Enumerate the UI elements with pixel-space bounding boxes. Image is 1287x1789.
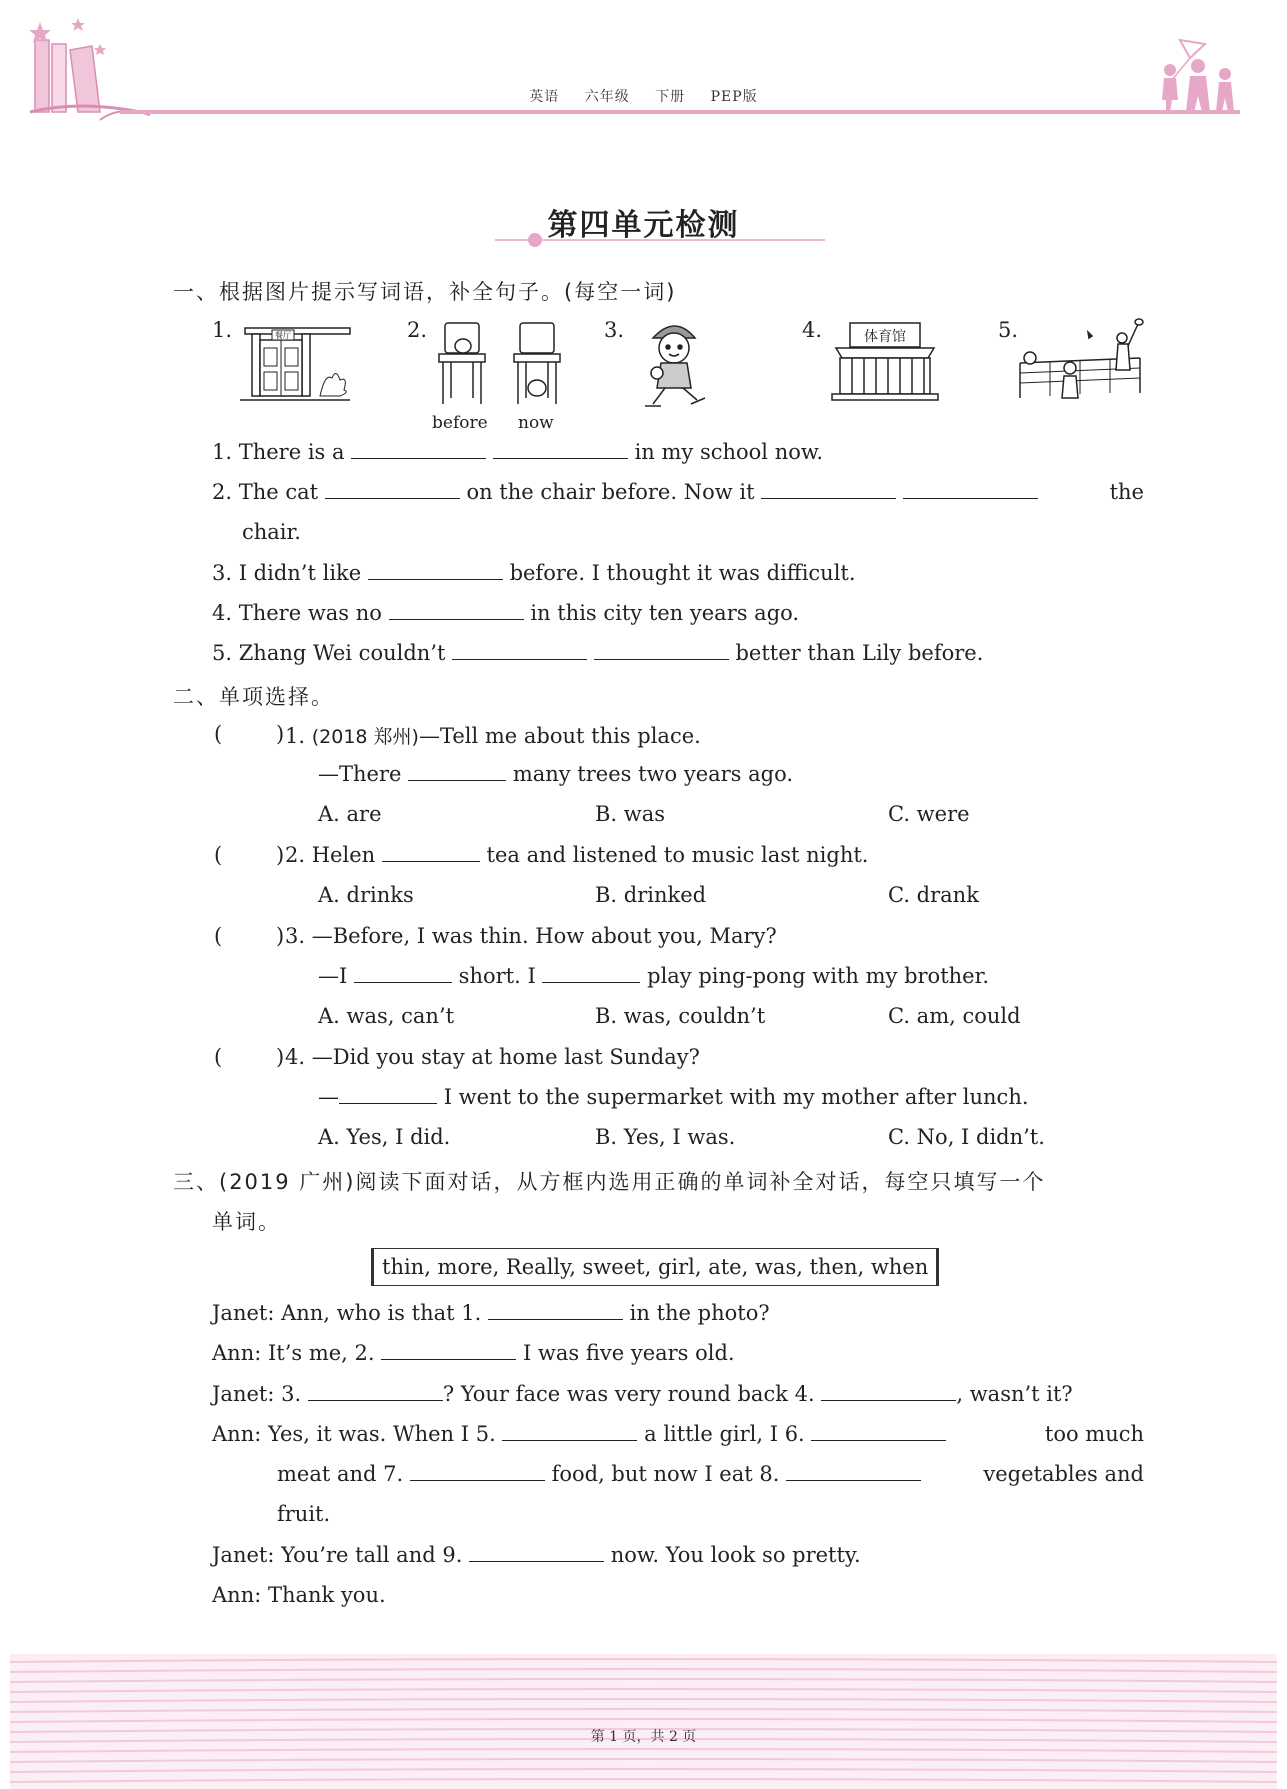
dialog-line-1 bbox=[212, 1301, 770, 1325]
dialog-3-b: ? Your face was very round back 4. bbox=[442, 1382, 815, 1406]
s1-item-4-text-b: in this city ten years ago. bbox=[530, 601, 800, 625]
answer-blank[interactable] bbox=[339, 1085, 437, 1104]
section1-heading: 一、根据图片提示写词语，补全句子。(每空一词) bbox=[173, 280, 677, 304]
answer-blank[interactable] bbox=[821, 1382, 956, 1401]
answer-blank[interactable] bbox=[786, 1462, 921, 1481]
q4-line2-a: — bbox=[318, 1085, 339, 1109]
dialog-2-a: Ann: It’s me, 2. bbox=[212, 1341, 375, 1365]
s1-item-3 bbox=[212, 561, 856, 585]
answer-paren-close: ) bbox=[276, 722, 285, 746]
q4-option-c[interactable]: C. No, I didn’t. bbox=[888, 1125, 1045, 1149]
header-subject: 英语 bbox=[529, 89, 560, 105]
dialog-line-5 bbox=[277, 1462, 1144, 1486]
skating-kid-picture bbox=[635, 318, 715, 413]
q1-option-b[interactable]: B. was bbox=[595, 802, 666, 826]
answer-blank[interactable] bbox=[903, 480, 1038, 499]
section3-heading-line2: 单词。 bbox=[212, 1210, 281, 1234]
answer-blank[interactable] bbox=[410, 1462, 545, 1481]
answer-paren-close: ) bbox=[276, 843, 285, 867]
dining-hall-picture bbox=[240, 318, 355, 408]
answer-blank[interactable] bbox=[488, 1301, 623, 1320]
answer-blank[interactable] bbox=[469, 1543, 604, 1562]
answer-blank[interactable] bbox=[389, 601, 524, 620]
dialog-5-a: meat and 7. bbox=[277, 1462, 404, 1486]
s1-item-5-text-b: better than Lily before. bbox=[735, 641, 984, 665]
answer-paren-blank[interactable] bbox=[213, 722, 258, 748]
q3-number: 3. bbox=[285, 924, 306, 948]
title-underline bbox=[495, 232, 825, 248]
s1-item-2-text-a: 2. The cat bbox=[212, 480, 319, 504]
answer-blank[interactable] bbox=[308, 1382, 443, 1401]
answer-paren-blank[interactable] bbox=[213, 924, 258, 950]
dialog-1-b: in the photo? bbox=[629, 1301, 770, 1325]
dialog-2-b: I was five years old. bbox=[522, 1341, 735, 1365]
badminton-picture bbox=[1010, 318, 1150, 413]
answer-blank[interactable] bbox=[811, 1422, 946, 1441]
dialog-7-a: Janet: You’re tall and 9. bbox=[212, 1543, 463, 1567]
q3-line2-c: play ping-pong with my brother. bbox=[647, 964, 990, 988]
answer-blank[interactable] bbox=[325, 480, 460, 499]
q3-line2-a: —I bbox=[318, 964, 348, 988]
answer-blank[interactable] bbox=[368, 561, 503, 580]
s1-item-2-text-b: on the chair before. Now it bbox=[466, 480, 755, 504]
dialog-3-c: , wasn’t it? bbox=[956, 1382, 1073, 1406]
answer-blank[interactable] bbox=[542, 964, 640, 983]
word-box bbox=[371, 1248, 939, 1286]
dialog-line-6: fruit. bbox=[277, 1502, 331, 1526]
dialog-line-7 bbox=[212, 1543, 861, 1567]
q2-number: 2. bbox=[285, 843, 306, 867]
s1-item-5 bbox=[212, 641, 983, 665]
pic2-before-label: before bbox=[432, 413, 488, 433]
answer-blank[interactable] bbox=[452, 641, 587, 660]
section2-heading: 二、单项选择。 bbox=[173, 685, 334, 709]
dialog-7-b: now. You look so pretty. bbox=[610, 1543, 861, 1567]
q4-option-b[interactable]: B. Yes, I was. bbox=[595, 1125, 736, 1149]
page-title: 第四单元检测 bbox=[547, 208, 740, 243]
s1-item-2-text-c: the bbox=[1109, 480, 1144, 504]
gym-sign: 体育馆 bbox=[864, 329, 906, 345]
q2-option-c[interactable]: C. drank bbox=[888, 883, 979, 907]
q1-stem bbox=[285, 722, 701, 749]
q3-line2-b: short. I bbox=[458, 964, 536, 988]
q3-line2 bbox=[318, 964, 989, 988]
s1-item-3-text-a: 3. I didn’t like bbox=[212, 561, 362, 585]
answer-blank[interactable] bbox=[761, 480, 896, 499]
dialog-line-4 bbox=[212, 1422, 1144, 1446]
q1-number: 1. bbox=[285, 724, 306, 748]
answer-blank[interactable] bbox=[493, 440, 628, 459]
answer-paren-open: ( bbox=[214, 1045, 223, 1069]
q3-option-a[interactable]: A. was, can’t bbox=[318, 1004, 455, 1028]
q1-line2-a: —There bbox=[318, 762, 402, 786]
answer-paren-blank[interactable] bbox=[213, 843, 258, 869]
q1-option-a[interactable]: A. are bbox=[318, 802, 382, 826]
s1-item-4-text-a: 4. There was no bbox=[212, 601, 382, 625]
q4-line2 bbox=[318, 1085, 1029, 1109]
s1-item-5-text-a: 5. Zhang Wei couldn’t bbox=[212, 641, 446, 665]
dining-hall-sign: 餐厅 bbox=[275, 331, 291, 340]
q3-option-b[interactable]: B. was, couldn’t bbox=[595, 1004, 766, 1028]
chairs-picture bbox=[425, 318, 575, 408]
answer-blank[interactable] bbox=[382, 843, 480, 862]
dialog-5-b: food, but now I eat 8. bbox=[551, 1462, 780, 1486]
answer-blank[interactable] bbox=[381, 1341, 516, 1360]
pic-number-3: 3. bbox=[604, 318, 625, 342]
q2-stem bbox=[285, 843, 868, 867]
q2-stem-a: Helen bbox=[311, 843, 376, 867]
answer-paren-open: ( bbox=[214, 924, 223, 948]
header-term: 下册 bbox=[655, 89, 686, 105]
answer-paren-blank[interactable] bbox=[213, 1045, 258, 1071]
answer-blank[interactable] bbox=[354, 964, 452, 983]
q2-option-a[interactable]: A. drinks bbox=[318, 883, 414, 907]
q1-source-tag: (2018 郑州) bbox=[311, 726, 419, 748]
q2-option-b[interactable]: B. drinked bbox=[595, 883, 707, 907]
q1-line2 bbox=[318, 762, 793, 786]
header-decoration bbox=[0, 0, 1287, 140]
s1-item-1 bbox=[212, 440, 823, 464]
header-grade: 六年级 bbox=[584, 89, 630, 105]
answer-blank[interactable] bbox=[594, 641, 729, 660]
gym-picture bbox=[830, 318, 945, 408]
dialog-line-3 bbox=[212, 1382, 1073, 1406]
answer-paren-open: ( bbox=[214, 722, 223, 746]
dialog-5-c: vegetables and bbox=[983, 1462, 1144, 1486]
s1-item-4 bbox=[212, 601, 799, 625]
s1-item-2 bbox=[212, 480, 1144, 504]
dialog-4-c: too much bbox=[1044, 1422, 1144, 1446]
pic-number-4: 4. bbox=[802, 318, 823, 342]
answer-paren-close: ) bbox=[276, 924, 285, 948]
dialog-4-a: Ann: Yes, it was. When I 5. bbox=[212, 1422, 496, 1446]
q4-stem-text: —Did you stay at home last Sunday? bbox=[311, 1045, 700, 1069]
q4-number: 4. bbox=[285, 1045, 306, 1069]
q1-line2-b: many trees two years ago. bbox=[512, 762, 794, 786]
q3-option-c[interactable]: C. am, could bbox=[888, 1004, 1021, 1028]
q2-stem-b: tea and listened to music last night. bbox=[486, 843, 869, 867]
answer-blank[interactable] bbox=[408, 762, 506, 781]
s1-item-1-text-a: 1. There is a bbox=[212, 440, 345, 464]
s1-item-1-text-b: in my school now. bbox=[634, 440, 824, 464]
q1-option-c[interactable]: C. were bbox=[888, 802, 970, 826]
dialog-4-b: a little girl, I 6. bbox=[644, 1422, 805, 1446]
q4-stem bbox=[285, 1045, 700, 1069]
header-edition: PEP版 bbox=[710, 89, 758, 105]
q4-line2-b: I went to the supermarket with my mother after lunch. bbox=[443, 1085, 1029, 1109]
s1-item-3-text-b: before. I thought it was difficult. bbox=[509, 561, 856, 585]
dialog-line-2 bbox=[212, 1341, 735, 1365]
dialog-3-a: Janet: 3. bbox=[212, 1382, 302, 1406]
pic2-now-label: now bbox=[518, 413, 554, 433]
answer-blank[interactable] bbox=[502, 1422, 637, 1441]
pic-number-1: 1. bbox=[212, 318, 233, 342]
pic-number-2: 2. bbox=[407, 318, 428, 342]
section3-heading-line1: 三、(2019 广州)阅读下面对话，从方框内选用正确的单词补全对话，每空只填写一个 bbox=[173, 1170, 1046, 1194]
header-info bbox=[0, 86, 1287, 106]
answer-blank[interactable] bbox=[351, 440, 486, 459]
word-box-text: thin, more, Really, sweet, girl, ate, was, then, when bbox=[371, 1248, 939, 1286]
dialog-1-a: Janet: Ann, who is that 1. bbox=[212, 1301, 482, 1325]
s1-item-2-text-d: chair. bbox=[242, 520, 301, 544]
q3-stem bbox=[285, 924, 777, 948]
footer-stripes bbox=[10, 1654, 1277, 1789]
q4-option-a[interactable]: A. Yes, I did. bbox=[318, 1125, 451, 1149]
dialog-line-8: Ann: Thank you. bbox=[212, 1583, 386, 1607]
answer-paren-close: ) bbox=[276, 1045, 285, 1069]
answer-paren-open: ( bbox=[214, 843, 223, 867]
page-number: 第 1 页，共 2 页 bbox=[590, 1729, 697, 1745]
q1-stem-text: —Tell me about this place. bbox=[418, 724, 701, 748]
pic-number-5: 5. bbox=[998, 318, 1019, 342]
q3-stem-text: —Before, I was thin. How about you, Mary? bbox=[311, 924, 777, 948]
